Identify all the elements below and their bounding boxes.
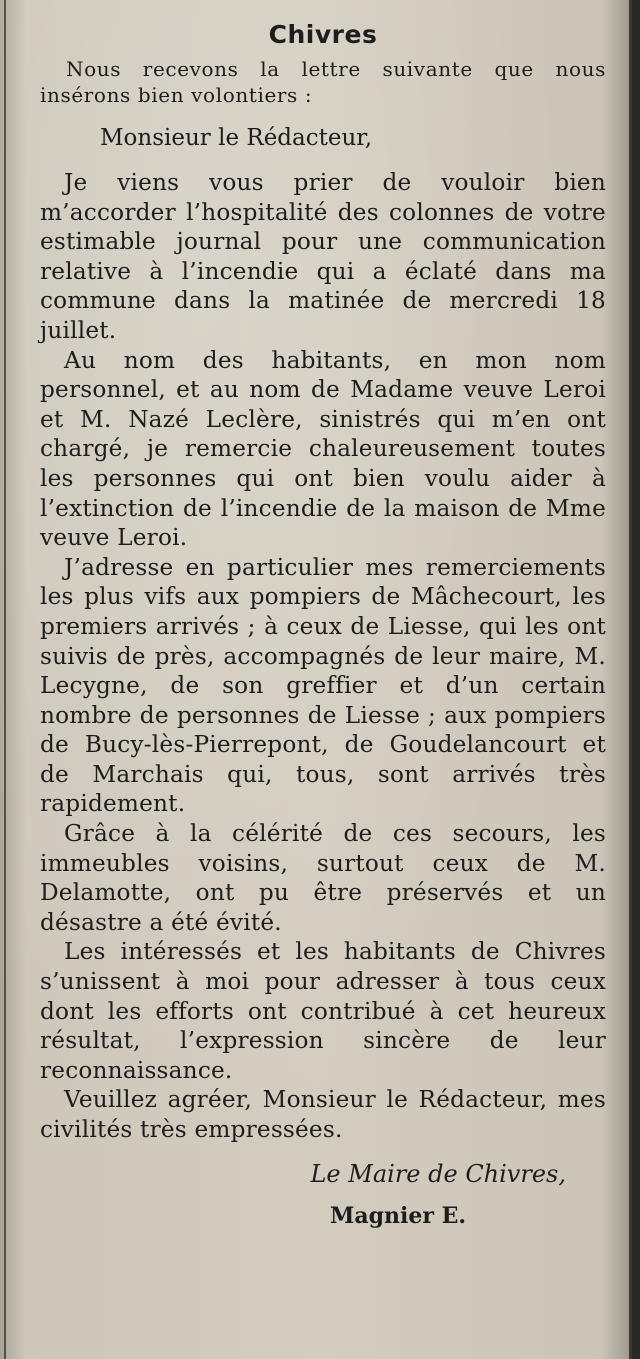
letter-paragraph-5: Les intéressés et les habitants de Chivres s’unissent à moi pour adresser à tous ceux dont les efforts ont contribué à cet heureux résultat, l’expression sincère de leur reconnaissance. (40, 938, 606, 1084)
letter-paragraph-1: Je viens vous prier de vouloir bien m’accorder l’hospitalité des colonnes de votre estimable journal pour une communication relative à l’incendie qui a éclaté dans ma commune dans la matinée de mercredi 18 juillet. (40, 169, 606, 344)
intro-line-1: Nous recevons la lettre suivante que nous (66, 57, 606, 81)
letter-paragraph-3: J’adresse en particulier mes remerciements les plus vifs aux pompiers de Mâchecourt, les premiers arrivés ; à ceux de Liesse, qui les ont suivis de près, accompagnés de leur maire, M. Lecygne, de son greffier et d’un certain nombre de personnes de Liesse ; aux pompiers de Bucy-lès-Pierrepont, de Goudelancourt et de Marchais qui, tous, sont arrivés très rapidement. (40, 553, 606, 818)
article-intro (40, 56, 606, 108)
article-column (40, 14, 606, 1233)
article-title: Chivres (268, 20, 378, 49)
letter-paragraph-2: Au nom des habitants, en mon nom personnel, et au nom de Madame veuve Leroi et M. Nazé Leclère, sinistrés qui m’en ont chargé, je remercie chaleureusement toutes les personnes qui ont bien voulu aider à l’extinction de l’incendie de la maison de Mme veuve Leroi. (40, 346, 606, 552)
letter-signature-title: Le Maire de Chivres, (310, 1159, 566, 1188)
letter-signer-name: Magnier E. (330, 1202, 467, 1229)
intro-line-2: insérons bien volontiers : (40, 83, 313, 107)
letter-paragraph-6: Veuillez agréer, Monsieur le Rédacteur, mes civilités très empressées. (40, 1086, 606, 1143)
page-edge-shadow (632, 0, 640, 1359)
letter-salutation: Monsieur le Rédacteur, (100, 125, 373, 151)
letter-paragraph-4: Grâce à la célérité de ces secours, les immeubles voisins, surtout ceux de M. Delamotte, ont pu être préservés et un désastre a été évité. (40, 820, 606, 936)
column-rule-left (4, 0, 6, 1359)
